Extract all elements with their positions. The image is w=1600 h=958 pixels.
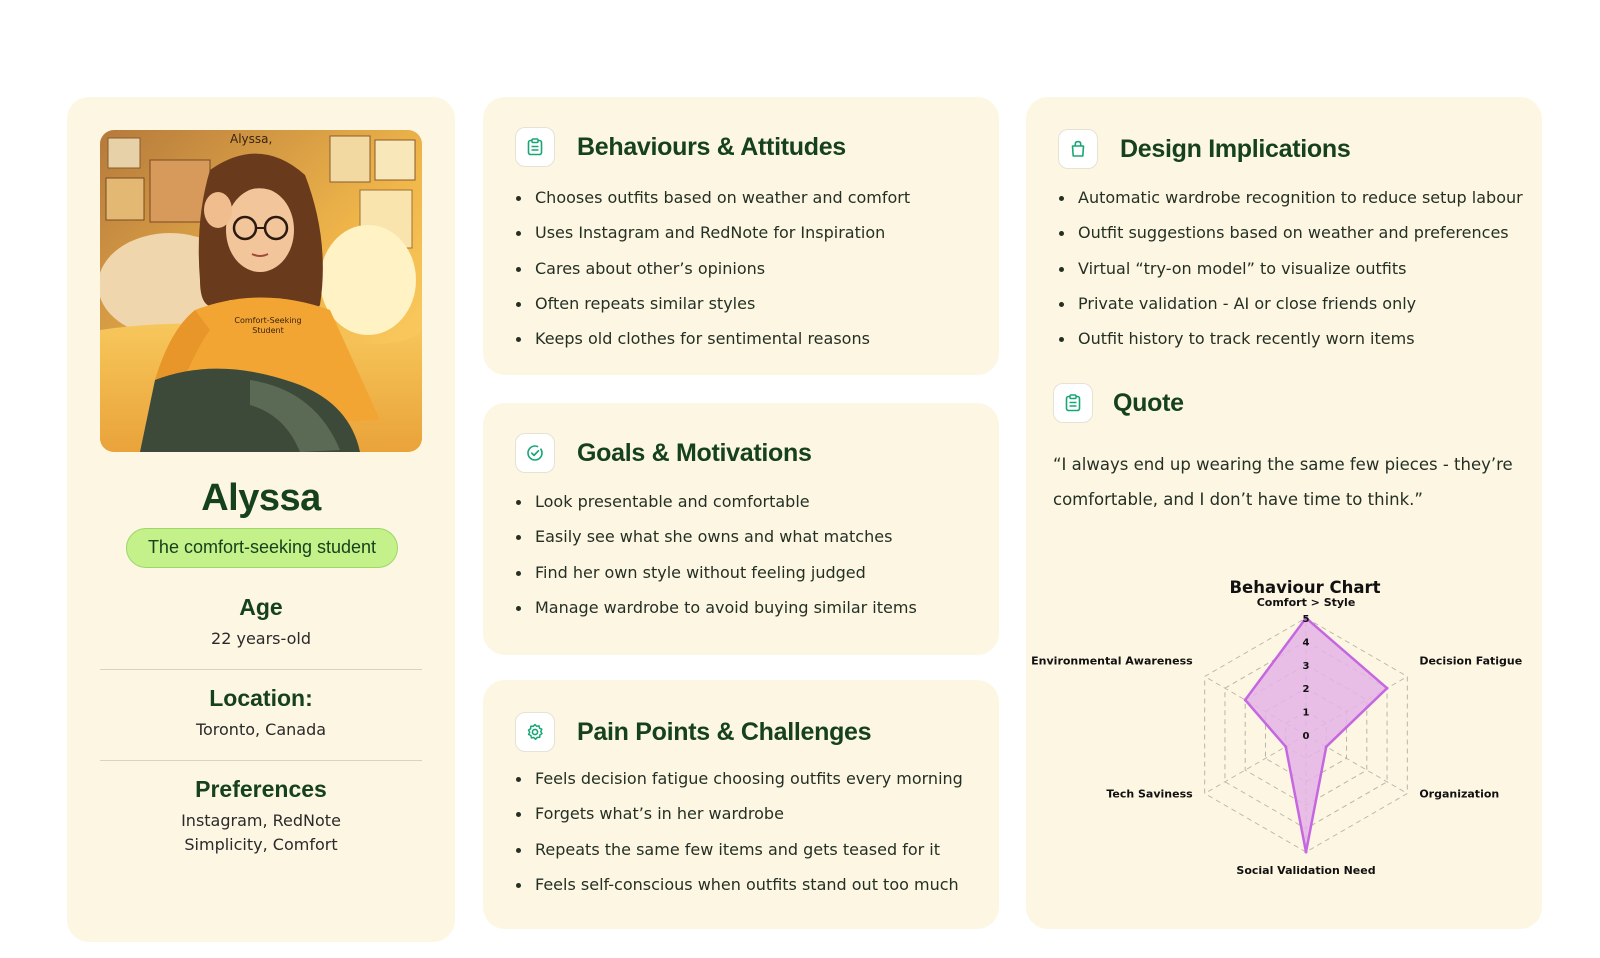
radar-data-area — [1245, 618, 1387, 852]
persona-quote: “I always end up wearing the same few pieces - they’re comfortable, and I don’t have time to think.” — [1053, 455, 1513, 509]
list-item: Forgets what’s in her wardrobe — [515, 803, 963, 838]
behaviours-title: Behaviours & Attitudes — [577, 132, 846, 161]
pain-points-title: Pain Points & Challenges — [577, 717, 872, 746]
clipboard-icon — [515, 127, 555, 167]
list-item: Outfit history to track recently worn items — [1058, 328, 1523, 363]
list-item: Virtual “try-on model” to visualize outfits — [1058, 258, 1523, 293]
list-item: Easily see what she owns and what matches — [515, 526, 917, 561]
behaviours-header — [515, 127, 846, 167]
design-implications-list — [1058, 187, 1523, 363]
goals-header — [515, 433, 812, 473]
gear-icon — [515, 712, 555, 752]
radar-tick-label: 3 — [1302, 660, 1310, 672]
persona-name: Alyssa — [201, 477, 321, 519]
location-label: Location: — [209, 685, 313, 711]
goals-title: Goals & Motivations — [577, 438, 812, 467]
list-item: Uses Instagram and RedNote for Inspiration — [515, 222, 910, 257]
persona-photo — [100, 130, 422, 452]
list-item: Feels decision fatigue choosing outfits every morning — [515, 768, 963, 803]
age-value: 22 years-old — [211, 629, 311, 648]
pain-points-header — [515, 712, 871, 752]
list-item: Cares about other’s opinions — [515, 258, 910, 293]
design-implications-header — [1058, 129, 1350, 169]
radar-axis-label: Social Validation Need — [1236, 864, 1376, 877]
preferences-line-1: Instagram, RedNote — [181, 811, 341, 830]
profile-card — [67, 97, 455, 942]
behaviours-card — [483, 97, 999, 375]
photo-caption: Alyssa, — [230, 132, 273, 146]
radar-data-point — [1386, 687, 1389, 690]
list-item: Find her own style without feeling judged — [515, 562, 917, 597]
shirt-text — [228, 316, 308, 336]
chart-title: Behaviour Chart — [1229, 578, 1381, 597]
preferences-block — [100, 776, 422, 857]
radar-tick-label: 5 — [1302, 614, 1310, 625]
radar-data-point — [1325, 745, 1328, 748]
persona-tagline-badge: The comfort-seeking student — [126, 528, 398, 568]
list-item: Keeps old clothes for sentimental reasons — [515, 328, 910, 363]
radar-tick-label: 2 — [1302, 684, 1310, 696]
behaviour-radar-chart — [1030, 598, 1530, 908]
location-value: Toronto, Canada — [195, 720, 327, 739]
location-block — [100, 685, 422, 742]
goals-card — [483, 403, 999, 655]
list-item: Feels self-conscious when outfits stand out too much — [515, 874, 963, 909]
shirt-text-line-1: Comfort-Seeking — [234, 316, 302, 325]
radar-axis-label: Comfort > Style — [1256, 598, 1356, 609]
persona-illustration — [100, 130, 422, 452]
quote-title: Quote — [1113, 388, 1184, 417]
check-circle-icon — [515, 433, 555, 473]
goals-list — [515, 491, 917, 632]
radar-data-point — [1284, 745, 1287, 748]
radar-tick-label: 1 — [1302, 707, 1310, 719]
shopping-bag-icon — [1058, 129, 1098, 169]
pain-points-list — [515, 768, 963, 909]
radar-axis-label: Decision Fatigue — [1419, 654, 1523, 668]
list-item: Private validation - AI or close friends only — [1058, 293, 1523, 328]
pain-points-card — [483, 680, 999, 929]
radar-data-point — [1244, 698, 1247, 701]
radar-tick-label: 4 — [1302, 637, 1310, 649]
list-item: Manage wardrobe to avoid buying similar items — [515, 597, 917, 632]
radar-axis-label: Tech Saviness — [1106, 787, 1193, 801]
radar-data-point — [1305, 851, 1308, 854]
divider — [100, 669, 422, 670]
list-item: Chooses outfits based on weather and comfort — [515, 187, 910, 222]
radar-axis-label: Environmental Awareness — [1031, 654, 1193, 668]
behaviours-list — [515, 187, 910, 363]
list-item: Outfit suggestions based on weather and preferences — [1058, 222, 1523, 257]
age-label: Age — [239, 594, 283, 620]
preferences-line-2: Simplicity, Comfort — [184, 835, 338, 854]
clipboard-icon — [1053, 383, 1093, 423]
shirt-text-line-2: Student — [252, 326, 284, 335]
list-item: Automatic wardrobe recognition to reduce setup labour — [1058, 187, 1523, 222]
quote-header — [1053, 383, 1184, 423]
design-implications-title: Design Implications — [1120, 134, 1351, 163]
preferences-value — [100, 809, 422, 857]
list-item: Look presentable and comfortable — [515, 491, 917, 526]
list-item: Repeats the same few items and gets teased for it — [515, 839, 963, 874]
list-item: Often repeats similar styles — [515, 293, 910, 328]
radar-tick-label: 0 — [1302, 731, 1310, 742]
divider — [100, 760, 422, 761]
age-block — [100, 594, 422, 651]
preferences-label: Preferences — [195, 776, 327, 802]
radar-axis-label: Organization — [1419, 787, 1500, 801]
